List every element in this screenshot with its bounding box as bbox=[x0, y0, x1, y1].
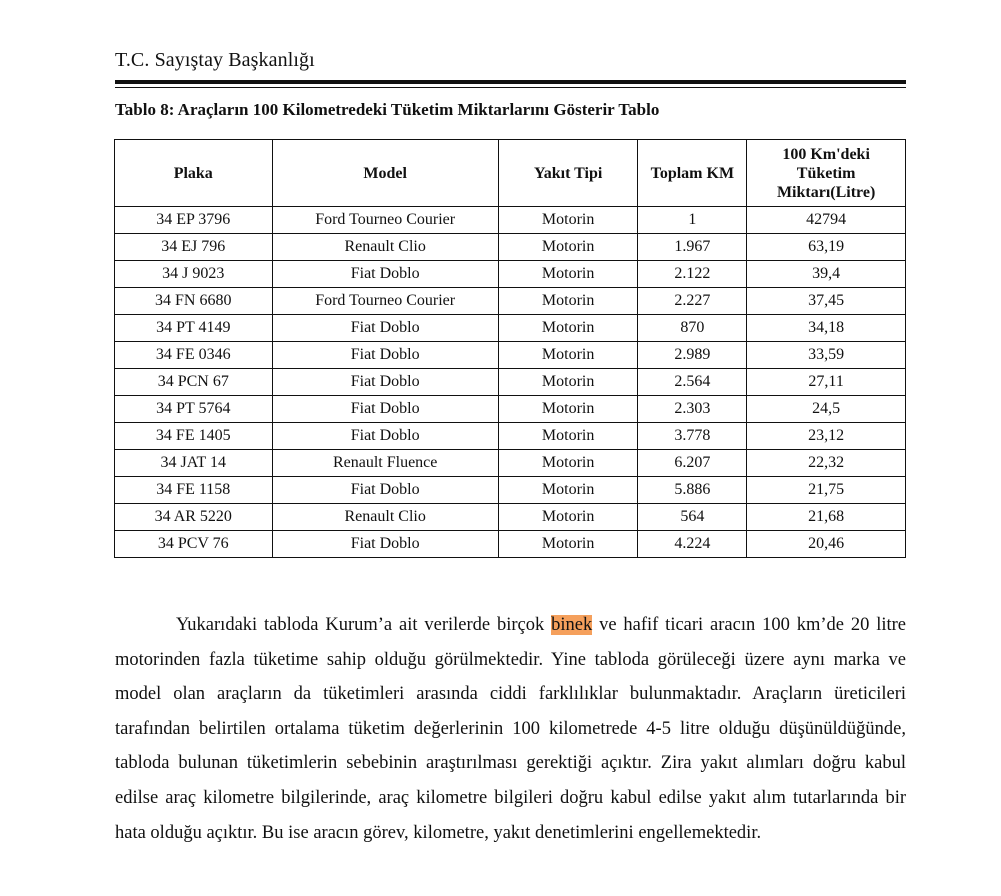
cell-yakit: Motorin bbox=[498, 234, 638, 261]
cell-plaka: 34 PT 4149 bbox=[115, 315, 273, 342]
cell-tuketim: 42794 bbox=[747, 207, 906, 234]
consumption-table bbox=[114, 139, 906, 558]
cell-km: 2.227 bbox=[638, 288, 747, 315]
cell-km: 1.967 bbox=[638, 234, 747, 261]
header-tuketim bbox=[747, 140, 906, 207]
header-yakit-tipi: Yakıt Tipi bbox=[498, 140, 638, 207]
table-row bbox=[115, 369, 906, 396]
header-tuketim-line3: Miktarı(Litre) bbox=[776, 183, 876, 201]
table-row bbox=[115, 477, 906, 504]
cell-plaka: 34 EJ 796 bbox=[115, 234, 273, 261]
table-row bbox=[115, 450, 906, 477]
paragraph-text-rest: ve hafif ticari aracın 100 km’de 20 litre motorinden fazla tüketime sahip olduğu görülmektedir. Yine tabloda görüleceği üzere aynı marka ve model olan araçların da tüketimleri arasında ciddi farklılıklar bulunmaktadır. Araçların üreticileri tarafından belirtilen ortalama tüketim değerlerinin 100 kilometrede 4-5 litre olduğu düşünüldüğünde, tabloda bulunan tüketimlerin sebebinin araştırılması gerektiği açıktır. Zira yakıt alımları doğru kabul edilse araç kilometre bilgilerinde, araç kilometre bilgileri doğru kabul edilse yakıt alım tutarlarında bir hata olduğu açıktır. Bu ise aracın görev, kilometre, yakıt denetimlerini engellemektedir. bbox=[115, 615, 906, 843]
cell-model: Renault Clio bbox=[272, 504, 498, 531]
cell-tuketim: 33,59 bbox=[747, 342, 906, 369]
cell-tuketim: 37,45 bbox=[747, 288, 906, 315]
cell-km: 5.886 bbox=[638, 477, 747, 504]
cell-yakit: Motorin bbox=[498, 261, 638, 288]
cell-plaka: 34 EP 3796 bbox=[115, 207, 273, 234]
cell-km: 3.778 bbox=[638, 423, 747, 450]
cell-plaka: 34 FE 1158 bbox=[115, 477, 273, 504]
table-row bbox=[115, 288, 906, 315]
table-row bbox=[115, 234, 906, 261]
table-row bbox=[115, 396, 906, 423]
cell-model: Ford Tourneo Courier bbox=[272, 207, 498, 234]
cell-yakit: Motorin bbox=[498, 342, 638, 369]
cell-km: 564 bbox=[638, 504, 747, 531]
cell-tuketim: 22,32 bbox=[747, 450, 906, 477]
table-row bbox=[115, 315, 906, 342]
cell-km: 2.122 bbox=[638, 261, 747, 288]
header-tuketim-line1: 100 Km'deki bbox=[782, 145, 870, 163]
header-tuketim-line2: Tüketim bbox=[796, 164, 856, 182]
cell-tuketim: 23,12 bbox=[747, 423, 906, 450]
cell-yakit: Motorin bbox=[498, 288, 638, 315]
cell-model: Renault Fluence bbox=[272, 450, 498, 477]
cell-tuketim: 34,18 bbox=[747, 315, 906, 342]
cell-tuketim: 63,19 bbox=[747, 234, 906, 261]
cell-model: Fiat Doblo bbox=[272, 342, 498, 369]
cell-yakit: Motorin bbox=[498, 396, 638, 423]
cell-km: 1 bbox=[638, 207, 747, 234]
cell-plaka: 34 JAT 14 bbox=[115, 450, 273, 477]
header-model: Model bbox=[272, 140, 498, 207]
cell-plaka: 34 FE 0346 bbox=[115, 342, 273, 369]
cell-yakit: Motorin bbox=[498, 423, 638, 450]
cell-plaka: 34 FE 1405 bbox=[115, 423, 273, 450]
cell-model: Renault Clio bbox=[272, 234, 498, 261]
table-header-row bbox=[115, 140, 906, 207]
cell-model: Fiat Doblo bbox=[272, 315, 498, 342]
cell-km: 2.989 bbox=[638, 342, 747, 369]
cell-tuketim: 24,5 bbox=[747, 396, 906, 423]
header-rule-thick bbox=[115, 80, 906, 84]
header-toplam-km: Toplam KM bbox=[638, 140, 747, 207]
cell-km: 6.207 bbox=[638, 450, 747, 477]
cell-yakit: Motorin bbox=[498, 504, 638, 531]
cell-plaka: 34 AR 5220 bbox=[115, 504, 273, 531]
cell-plaka: 34 PCV 76 bbox=[115, 531, 273, 558]
cell-tuketim: 27,11 bbox=[747, 369, 906, 396]
cell-model: Fiat Doblo bbox=[272, 423, 498, 450]
cell-tuketim: 39,4 bbox=[747, 261, 906, 288]
cell-model: Fiat Doblo bbox=[272, 396, 498, 423]
cell-model: Fiat Doblo bbox=[272, 531, 498, 558]
body-paragraph-text bbox=[115, 608, 906, 850]
table-row bbox=[115, 504, 906, 531]
cell-plaka: 34 FN 6680 bbox=[115, 288, 273, 315]
cell-km: 4.224 bbox=[638, 531, 747, 558]
cell-model: Ford Tourneo Courier bbox=[272, 288, 498, 315]
body-paragraph bbox=[115, 608, 906, 850]
cell-yakit: Motorin bbox=[498, 450, 638, 477]
cell-tuketim: 21,75 bbox=[747, 477, 906, 504]
cell-plaka: 34 J 9023 bbox=[115, 261, 273, 288]
table-row bbox=[115, 531, 906, 558]
table-row bbox=[115, 423, 906, 450]
highlighted-word[interactable]: binek bbox=[551, 615, 593, 635]
cell-model: Fiat Doblo bbox=[272, 369, 498, 396]
cell-yakit: Motorin bbox=[498, 531, 638, 558]
cell-tuketim: 21,68 bbox=[747, 504, 906, 531]
cell-plaka: 34 PT 5764 bbox=[115, 396, 273, 423]
cell-plaka: 34 PCN 67 bbox=[115, 369, 273, 396]
cell-yakit: Motorin bbox=[498, 315, 638, 342]
page-header-title: T.C. Sayıştay Başkanlığı bbox=[115, 49, 315, 71]
cell-yakit: Motorin bbox=[498, 207, 638, 234]
cell-km: 870 bbox=[638, 315, 747, 342]
header-plaka: Plaka bbox=[115, 140, 273, 207]
cell-yakit: Motorin bbox=[498, 477, 638, 504]
table-row bbox=[115, 207, 906, 234]
table-row bbox=[115, 342, 906, 369]
cell-model: Fiat Doblo bbox=[272, 261, 498, 288]
cell-yakit: Motorin bbox=[498, 369, 638, 396]
paragraph-text-start: Yukarıdaki tabloda Kurum’a ait verilerde birçok bbox=[176, 615, 552, 635]
table-caption: Tablo 8: Araçların 100 Kilometredeki Tüketim Miktarlarını Gösterir Tablo bbox=[115, 100, 660, 119]
cell-km: 2.303 bbox=[638, 396, 747, 423]
table-row bbox=[115, 261, 906, 288]
cell-km: 2.564 bbox=[638, 369, 747, 396]
cell-tuketim: 20,46 bbox=[747, 531, 906, 558]
cell-model: Fiat Doblo bbox=[272, 477, 498, 504]
header-rule-thin bbox=[115, 87, 906, 88]
